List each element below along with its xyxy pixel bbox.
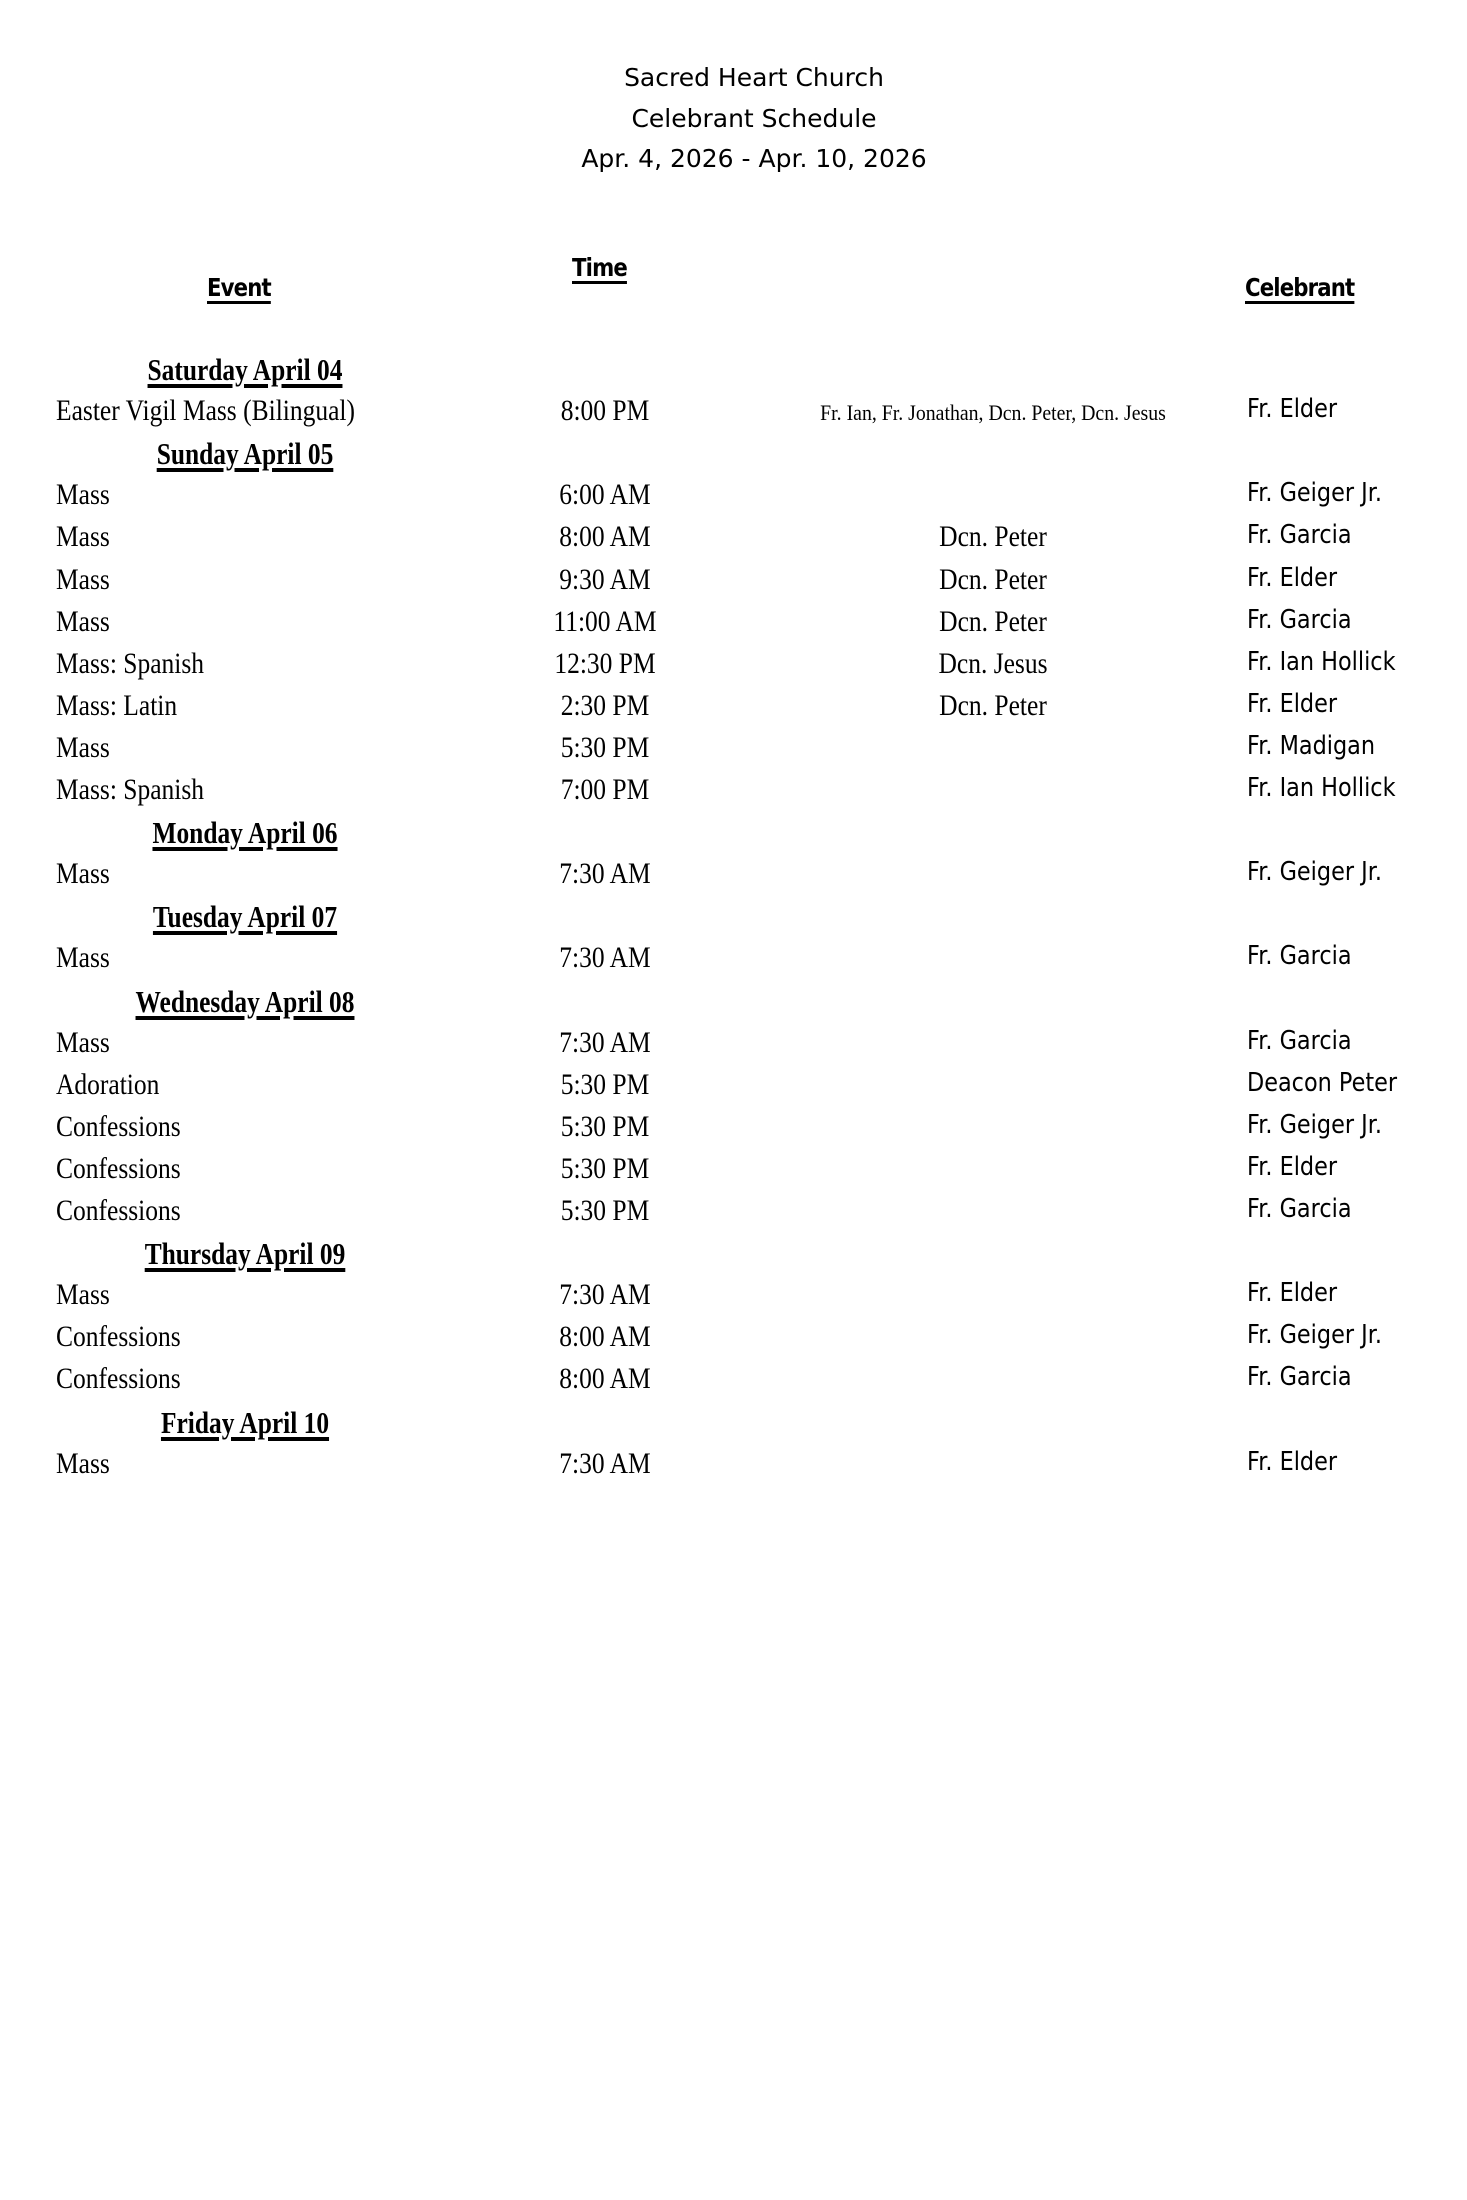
time-cell: 12:30 PM [554, 646, 656, 680]
column-header-celebrant: Celebrant [1245, 273, 1355, 302]
assistant-cell: Dcn. Peter [939, 520, 1047, 554]
time-cell: 8:00 PM [560, 394, 650, 428]
day-label: Thursday April 09 [144, 1236, 346, 1272]
schedule-row [0, 1026, 1467, 1068]
schedule-row [0, 857, 1467, 899]
time-cell: 8:00 AM [559, 520, 651, 554]
schedule-row [0, 605, 1467, 647]
time-cell: 5:30 PM [560, 1067, 650, 1101]
schedule-row [0, 647, 1467, 689]
event-cell: Confessions [56, 1151, 181, 1185]
event-cell: Mass: Latin [56, 688, 178, 722]
time-cell: 7:30 AM [559, 1025, 651, 1059]
celebrant-cell: Fr. Elder [1247, 562, 1338, 593]
celebrant-cell: Fr. Elder [1247, 1151, 1338, 1182]
event-cell: Mass [56, 857, 110, 891]
schedule-row [0, 1362, 1467, 1404]
schedule-row [0, 1110, 1467, 1152]
celebrant-cell: Fr. Elder [1247, 688, 1338, 719]
schedule-row [0, 1152, 1467, 1194]
celebrant-cell: Fr. Geiger Jr. [1247, 478, 1382, 509]
event-cell: Mass [56, 478, 110, 512]
time-cell: 11:00 AM [553, 604, 657, 638]
celebrant-cell: Fr. Ian Hollick [1247, 773, 1396, 803]
celebrant-cell: Fr. Elder [1247, 1446, 1338, 1477]
schedule-row [0, 1278, 1467, 1320]
schedule-row [0, 520, 1467, 562]
day-label: Sunday April 05 [156, 436, 334, 472]
assistant-cell: Dcn. Peter [939, 604, 1047, 638]
event-cell: Mass [56, 941, 110, 975]
schedule-row [0, 1447, 1467, 1489]
event-cell: Confessions [56, 1194, 181, 1227]
day-label: Wednesday April 08 [135, 983, 355, 1019]
celebrant-cell: Fr. Garcia [1247, 1194, 1352, 1224]
time-cell: 5:30 PM [560, 730, 650, 764]
document-title: Celebrant Schedule [631, 104, 877, 133]
time-cell: 8:00 AM [559, 1320, 651, 1354]
day-label: Friday April 10 [160, 1404, 330, 1440]
day-header [0, 1405, 1467, 1447]
event-cell: Confessions [56, 1320, 181, 1354]
time-cell: 7:30 AM [559, 1446, 651, 1480]
celebrant-cell: Fr. Elder [1247, 394, 1338, 425]
event-cell: Mass [56, 730, 110, 764]
event-cell: Confessions [56, 1362, 181, 1396]
column-header-time: Time [572, 253, 627, 282]
day-label: Monday April 06 [152, 815, 338, 851]
schedule-row [0, 689, 1467, 731]
event-cell: Mass: Spanish [56, 646, 205, 680]
time-cell: 5:30 PM [560, 1151, 650, 1185]
time-cell: 2:30 PM [560, 688, 650, 722]
time-cell: 5:30 PM [560, 1194, 650, 1227]
celebrant-cell: Fr. Elder [1247, 1278, 1338, 1309]
date-range: Apr. 4, 2026 - Apr. 10, 2026 [581, 144, 927, 173]
event-cell: Mass [56, 1025, 110, 1059]
assistant-cell: Dcn. Jesus [938, 646, 1048, 680]
event-cell: Mass: Spanish [56, 773, 205, 806]
time-cell: 8:00 AM [559, 1362, 651, 1396]
event-cell: Adoration [56, 1067, 160, 1101]
event-cell: Easter Vigil Mass (Bilingual) [56, 394, 356, 428]
time-cell: 5:30 PM [560, 1109, 650, 1143]
schedule-row [0, 394, 1467, 436]
church-name: Sacred Heart Church [624, 63, 884, 92]
day-header [0, 436, 1467, 478]
celebrant-cell: Fr. Garcia [1247, 604, 1352, 635]
day-header [0, 352, 1467, 394]
time-cell: 7:00 PM [560, 773, 650, 806]
schedule-row [0, 941, 1467, 983]
celebrant-cell: Fr. Geiger Jr. [1247, 1109, 1382, 1140]
time-cell: 6:00 AM [559, 478, 651, 512]
schedule-row [0, 563, 1467, 605]
celebrant-cell: Deacon Peter [1247, 1067, 1398, 1098]
schedule-row [0, 773, 1467, 815]
event-cell: Mass [56, 562, 110, 596]
event-cell: Confessions [56, 1109, 181, 1143]
celebrant-cell: Fr. Ian Hollick [1247, 646, 1396, 677]
column-header-event: Event [207, 273, 271, 302]
celebrant-cell: Fr. Garcia [1247, 941, 1352, 972]
time-cell: 7:30 AM [559, 857, 651, 891]
day-label: Tuesday April 07 [152, 899, 338, 935]
day-header [0, 815, 1467, 857]
assistant-cell: Dcn. Peter [939, 562, 1047, 596]
celebrant-cell: Fr. Garcia [1247, 1025, 1352, 1056]
time-cell: 7:30 AM [559, 941, 651, 975]
event-cell: Mass [56, 1446, 110, 1480]
assistant-cell: Dcn. Peter [939, 688, 1047, 722]
schedule-row [0, 1068, 1467, 1110]
time-cell: 9:30 AM [559, 562, 651, 596]
schedule-row [0, 1320, 1467, 1362]
day-label: Saturday April 04 [147, 352, 343, 387]
schedule-row [0, 478, 1467, 520]
day-header [0, 1236, 1467, 1278]
assistant-cell: Fr. Ian, Fr. Jonathan, Dcn. Peter, Dcn. Jesus [820, 400, 1166, 426]
celebrant-cell: Fr. Garcia [1247, 520, 1352, 551]
celebrant-cell: Fr. Geiger Jr. [1247, 857, 1382, 888]
event-cell: Mass [56, 520, 110, 554]
schedule-row [0, 1194, 1467, 1236]
celebrant-cell: Fr. Garcia [1247, 1362, 1352, 1393]
celebrant-cell: Fr. Madigan [1247, 730, 1376, 761]
day-header [0, 899, 1467, 941]
time-cell: 7:30 AM [559, 1278, 651, 1312]
event-cell: Mass [56, 1278, 110, 1312]
day-header [0, 984, 1467, 1026]
event-cell: Mass [56, 604, 110, 638]
celebrant-cell: Fr. Geiger Jr. [1247, 1320, 1382, 1351]
schedule-row [0, 731, 1467, 773]
